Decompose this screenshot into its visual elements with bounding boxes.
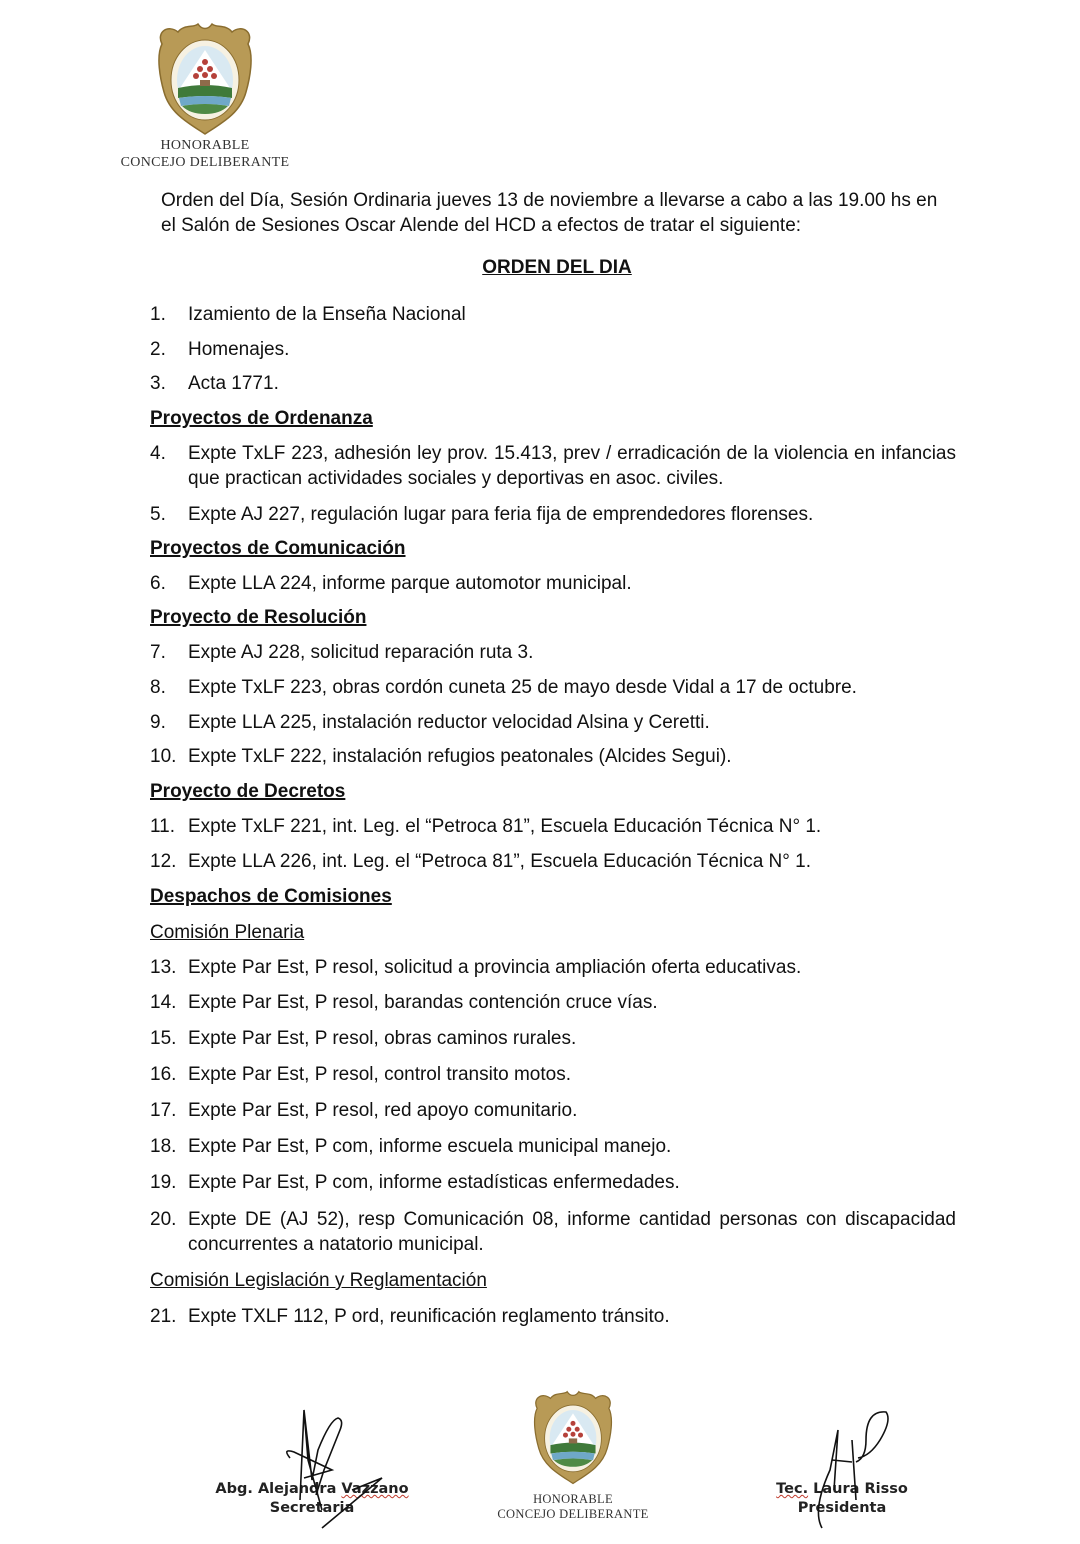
item-text: Expte TxLF 223, obras cordón cuneta 25 de mayo desde Vidal a 17 de octubre. [188, 677, 857, 698]
list-item [150, 1062, 956, 1087]
list-item [150, 1207, 956, 1257]
list-item [150, 1304, 956, 1329]
signer-surname: Vazzano [341, 1481, 409, 1497]
item-text: Expte TxLF 223, adhesión ley prov. 15.413, prev / erradicación de la violencia en infancias que practican actividades sociales y deportivas en asoc. civiles. [188, 443, 956, 489]
list-item [150, 441, 956, 491]
item-text: Expte AJ 228, solicitud reparación ruta 3. [188, 642, 534, 663]
signer-role: Presidenta [797, 1500, 887, 1516]
item-text: Expte Par Est, P com, informe estadísticas enfermedades. [188, 1172, 680, 1193]
item-number: 5. [150, 504, 166, 525]
item-number: 13. [150, 957, 177, 978]
list-item [150, 1134, 956, 1159]
item-number: 2. [150, 339, 166, 360]
footer-logo [478, 1390, 668, 1522]
signer-title: Tec. [776, 1481, 809, 1497]
item-number: 18. [150, 1136, 177, 1157]
list-item [150, 814, 956, 839]
item-text: Expte Par Est, P resol, red apoyo comunitario. [188, 1100, 578, 1121]
item-number: 3. [150, 373, 166, 394]
section-heading-decretos: Proyecto de Decretos [150, 781, 346, 802]
item-text: Expte Par Est, P resol, control transito motos. [188, 1064, 571, 1085]
section-heading-despachos: Despachos de Comisiones [150, 886, 392, 907]
handwritten-signature-icon [762, 1400, 922, 1530]
list-item [150, 371, 956, 396]
item-text: Expte TxLF 221, int. Leg. el “Petroca 81”, Escuela Educación Técnica N° 1. [188, 816, 822, 837]
crest-icon [527, 1390, 619, 1486]
subsection-heading-plenaria: Comisión Plenaria [150, 922, 305, 943]
signer-name: Laura Risso [808, 1481, 908, 1497]
list-item [150, 302, 956, 327]
item-text: Expte Par Est, P com, informe escuela municipal manejo. [188, 1136, 672, 1157]
item-number: 10. [150, 746, 177, 767]
item-number: 15. [150, 1028, 177, 1049]
list-item [150, 337, 956, 362]
item-number: 12. [150, 851, 177, 872]
handwritten-signature-icon [212, 1400, 412, 1530]
signer-role: Secretaria [269, 1500, 355, 1516]
item-number: 6. [150, 573, 166, 594]
list-item [150, 744, 956, 769]
item-number: 17. [150, 1100, 177, 1121]
list-item [150, 571, 956, 596]
item-text: Izamiento de la Enseña Nacional [188, 304, 466, 325]
section-heading-comunicacion: Proyectos de Comunicación [150, 538, 406, 559]
section-heading-ordenanza: Proyectos de Ordenanza [150, 408, 373, 429]
item-text: Expte LLA 224, informe parque automotor municipal. [188, 573, 632, 594]
intro-paragraph: Orden del Día, Sesión Ordinaria jueves 13 de noviembre a llevarse a cabo a las 19.00 hs en el Salón de Sesiones Oscar Alende del HCD a efectos de tratar el siguiente: [161, 190, 938, 236]
item-text: Homenajes. [188, 339, 290, 360]
item-number: 7. [150, 642, 166, 663]
item-text: Expte Par Est, P resol, barandas contención cruce vías. [188, 992, 658, 1013]
item-text: Expte TXLF 112, P ord, reunificación reglamento tránsito. [188, 1306, 670, 1327]
item-text: Acta 1771. [188, 373, 279, 394]
page-title: ORDEN DEL DIA [482, 257, 632, 278]
list-item [150, 675, 956, 700]
org-name-line2: CONCEJO DELIBERANTE [497, 1507, 649, 1521]
list-item [150, 990, 956, 1015]
list-item [150, 1170, 956, 1195]
list-item [150, 1098, 956, 1123]
item-text: Expte DE (AJ 52), resp Comunicación 08, informe cantidad personas con discapacidad concurrentes a natatorio municipal. [188, 1209, 956, 1255]
item-number: 16. [150, 1064, 177, 1085]
org-name-line1: HONORABLE [160, 138, 250, 153]
signature-secretaria [212, 1400, 412, 1530]
list-item [150, 955, 956, 980]
item-number: 4. [150, 443, 166, 464]
signer-name-prefix: Abg. Alejandra [215, 1481, 342, 1497]
item-number: 19. [150, 1172, 177, 1193]
item-number: 20. [150, 1209, 177, 1230]
list-item [150, 849, 956, 874]
list-item [150, 502, 956, 527]
item-text: Expte TxLF 222, instalación refugios peatonales (Alcides Segui). [188, 746, 732, 767]
item-text: Expte LLA 226, int. Leg. el “Petroca 81”, Escuela Educación Técnica N° 1. [188, 851, 812, 872]
item-number: 14. [150, 992, 177, 1013]
org-name-line1: HONORABLE [533, 1492, 613, 1506]
list-item [150, 640, 956, 665]
item-number: 21. [150, 1306, 177, 1327]
item-text: Expte LLA 225, instalación reductor velocidad Alsina y Ceretti. [188, 712, 710, 733]
item-text: Expte Par Est, P resol, solicitud a provincia ampliación oferta educativas. [188, 957, 802, 978]
crest-icon [150, 22, 260, 137]
item-number: 8. [150, 677, 166, 698]
section-heading-resolucion: Proyecto de Resolución [150, 607, 367, 628]
list-item [150, 1026, 956, 1051]
list-item [150, 710, 956, 735]
header-logo [110, 22, 300, 171]
item-number: 9. [150, 712, 166, 733]
subsection-heading-legislacion: Comisión Legislación y Reglamentación [150, 1270, 487, 1291]
item-text: Expte Par Est, P resol, obras caminos rurales. [188, 1028, 577, 1049]
item-number: 1. [150, 304, 166, 325]
org-name-line2: CONCEJO DELIBERANTE [120, 155, 290, 170]
item-text: Expte AJ 227, regulación lugar para feria fija de emprendedores florenses. [188, 504, 814, 525]
signature-presidenta [762, 1400, 922, 1530]
item-number: 11. [150, 816, 176, 837]
